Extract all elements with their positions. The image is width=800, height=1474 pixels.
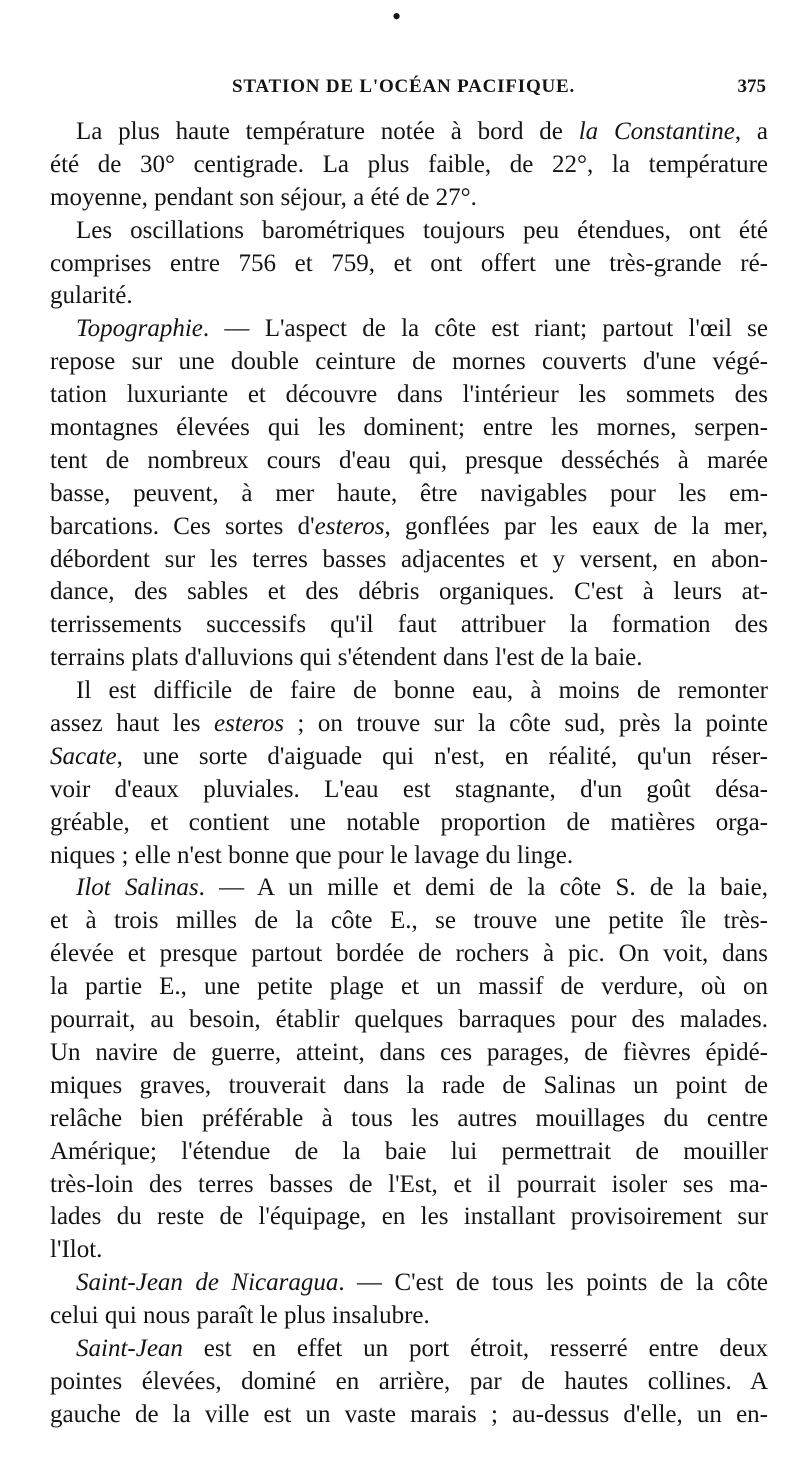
text-segment: . — L'aspect de la côte est riant; partout l'œil se [202, 315, 768, 343]
text-segment: , gonflées par les eaux de la mer, [384, 512, 768, 540]
text-line [50, 1169, 768, 1202]
italic-text: la Constantine [578, 118, 735, 145]
text-line [50, 1136, 768, 1169]
text-segment: terrissements successifs qu'il faut attribuer la formation des [50, 611, 768, 639]
text-line [50, 1070, 768, 1103]
text-segment: repose sur une double ceinture de mornes couverts d'une végé- [50, 348, 768, 376]
text-segment: Un navire de guerre, atteint, dans ces parages, de fièvres épidé- [50, 1038, 768, 1066]
text-line [50, 1267, 768, 1300]
text-segment: gauche de la ville est un vaste marais ; au-dessus d'elle, un en- [50, 1400, 768, 1428]
text-segment: voir d'eaux pluviales. L'eau est stagnante, d'un goût désa- [50, 775, 768, 803]
text-line [50, 346, 768, 379]
text-line [50, 478, 768, 511]
italic-text: esteros [314, 512, 385, 540]
text-line [50, 379, 768, 412]
text-segment: celui qui nous paraît le plus insalubre. [50, 1302, 430, 1330]
text-segment: la partie E., une petite plage et un massif de verdure, où on [50, 973, 768, 1001]
text-line [50, 1201, 768, 1234]
text-segment: . — A un mille et demi de la côte S. de la baie, [198, 874, 768, 902]
text-segment: moyenne, pendant son séjour, a été de 27°. [50, 183, 477, 211]
text-line [50, 741, 768, 774]
text-segment: est en effet un port étroit, resserré entre deux [182, 1334, 768, 1362]
text-segment: très-loin des terres basses de l'Est, et il pourrait isoler ses ma- [50, 1170, 768, 1198]
text-line [50, 774, 768, 807]
text-segment: assez haut les [50, 710, 215, 738]
text-segment: tent de nombreux cours d'eau qui, presque desséchés à marée [50, 446, 768, 474]
text-segment: débordent sur les terres basses adjacentes et y versent, en abon- [50, 545, 768, 573]
italic-text: Topographie [76, 315, 203, 343]
text-segment: gréable, et contient une notable proportion de matières orga- [50, 808, 768, 836]
text-line [50, 708, 768, 741]
text-line [50, 445, 768, 478]
body-text [50, 116, 768, 1432]
text-segment: La plus haute température notée à bord de [76, 118, 579, 145]
text-line [50, 1234, 768, 1267]
text-line [50, 313, 768, 346]
text-line [50, 971, 768, 1004]
text-line [50, 1004, 768, 1037]
text-segment: Les oscillations barométriques toujours peu étendues, ont été [76, 216, 768, 244]
text-line [50, 248, 768, 281]
text-line [50, 1399, 768, 1432]
text-segment: été de 30° centigrade. La plus faible, de 22°, la température [50, 150, 768, 178]
text-segment: , une sorte d'aiguade qui n'est, en réalité, qu'un réser- [116, 742, 768, 770]
text-segment: terrains plats d'alluvions qui s'étendent dans l'est de la baie. [50, 644, 643, 672]
text-line [50, 938, 768, 971]
text-segment: gularité. [50, 282, 133, 310]
text-segment: Amérique; l'étendue de la baie lui permettrait de mouiller [50, 1137, 768, 1165]
text-line [50, 905, 768, 938]
text-segment: basse, peuvent, à mer haute, être navigables pour les em- [50, 479, 768, 507]
text-segment: et à trois milles de la côte E., se trouve une petite île très- [50, 907, 768, 935]
text-segment: montagnes élevées qui les dominent; entre les mornes, serpen- [50, 414, 768, 442]
text-segment: dance, des sables et des débris organiques. C'est à leurs at- [50, 578, 768, 606]
italic-text: Saint-Jean de Nicaragua [76, 1269, 339, 1297]
text-line [50, 1333, 768, 1366]
text-line [50, 872, 768, 905]
text-segment: relâche bien préférable à tous les autres mouillages du centre [50, 1104, 768, 1132]
text-line [50, 1366, 768, 1399]
text-line [50, 840, 768, 873]
text-line [50, 182, 768, 215]
text-line [50, 1300, 768, 1333]
text-segment: pourrait, au besoin, établir quelques barraques pour des malades. [50, 1006, 768, 1034]
text-line [50, 412, 768, 445]
text-segment: ; on trouve sur la côte sud, près la pointe [283, 710, 768, 738]
text-line [50, 149, 768, 182]
text-segment: pointes élevées, dominé en arrière, par de hautes collines. A [50, 1367, 768, 1395]
text-segment: Il est difficile de faire de bonne eau, à moins de remonter [76, 677, 768, 705]
text-segment: . — C'est de tous les points de la côte [338, 1269, 768, 1297]
text-segment: élevée et presque partout bordée de rochers à pic. On voit, dans [50, 940, 768, 968]
running-title: STATION DE L'OCÉAN PACIFIQUE. [232, 76, 576, 97]
page-header [46, 76, 766, 106]
page-number: 375 [737, 76, 766, 97]
text-line [50, 544, 768, 577]
text-line [50, 215, 768, 248]
italic-text: Ilot Salinas [76, 874, 199, 902]
text-segment: niques ; elle n'est bonne que pour le lavage du linge. [50, 841, 574, 869]
text-line [50, 280, 768, 313]
top-mark: • [392, 2, 402, 31]
text-line [50, 116, 768, 149]
text-segment: miques graves, trouverait dans la rade de Salinas un point de [50, 1071, 768, 1099]
text-segment: tation luxuriante et découvre dans l'intérieur les sommets des [50, 381, 768, 409]
text-segment: comprises entre 756 et 759, et ont offert une très-grande ré- [50, 249, 768, 277]
italic-text: Sacate [50, 742, 117, 770]
text-line [50, 1103, 768, 1136]
italic-text: esteros [214, 710, 284, 738]
text-segment: l'Ilot. [50, 1236, 103, 1264]
text-line [50, 1037, 768, 1070]
text-line [50, 642, 768, 675]
italic-text: Saint-Jean [76, 1334, 183, 1362]
text-line [50, 675, 768, 708]
text-line [50, 807, 768, 840]
text-segment: , a [734, 118, 768, 145]
text-line [50, 576, 768, 609]
text-segment: barcations. Ces sortes d' [50, 512, 315, 540]
text-line [50, 609, 768, 642]
text-segment: lades du reste de l'équipage, en les installant provisoirement sur [50, 1203, 768, 1231]
text-line [50, 511, 768, 544]
